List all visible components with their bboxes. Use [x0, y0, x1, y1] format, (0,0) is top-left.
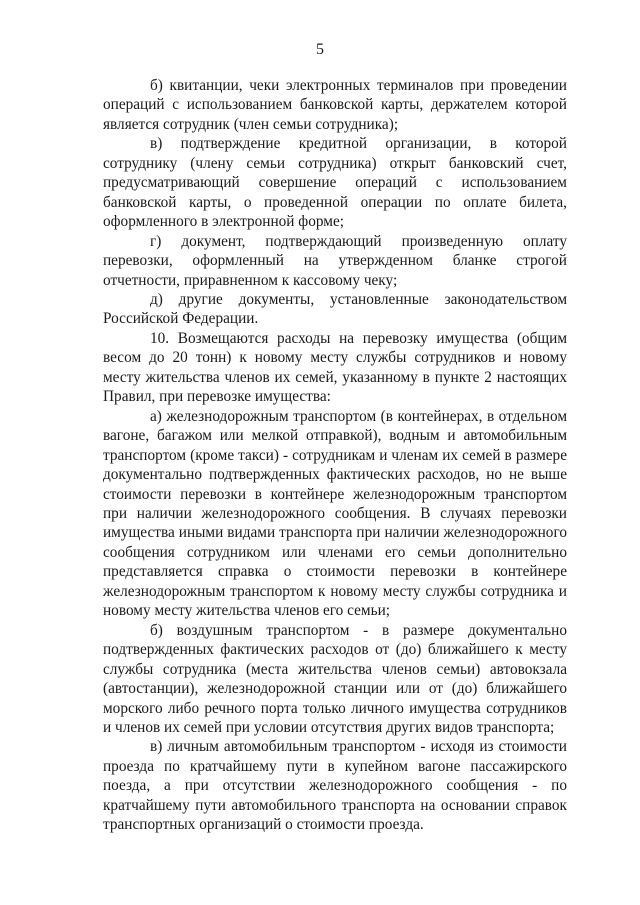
paragraph-v-bank-confirmation: в) подтверждение кредитной организации, в которой сотруднику (члену семьи сотрудника) открыт банковский счет, предусматривающий совершение операций с использованием банковской карты, о проведенной операции по оплате билета, оформленного в электронной форме;: [103, 135, 567, 231]
paragraph-d-other-documents: д) другие документы, установленные законодательством Российской Федерации.: [103, 290, 567, 328]
paragraph-v-personal-car: в) личным автомобильным транспортом - исходя из стоимости проезда по кратчайшему пути в купейном вагоне пассажирского поезда, а при отсутствии железнодорожного сообщения - по кратчайшему пути автомобильного транспорта на основании справок транспортных организаций о стоимости проезда.: [103, 738, 567, 834]
paragraph-g-payment-document: г) документ, подтверждающий произведенную оплату перевозки, оформленный на утвержденном бланке строгой отчетности, приравненном к кассовому чеку;: [103, 232, 567, 289]
paragraph-b-receipts: б) квитанции, чеки электронных терминалов при проведении операций с использованием банковской карты, держателем которой является сотрудник (член семьи сотрудника);: [103, 77, 567, 133]
page-number: 5: [316, 41, 324, 58]
paragraph-10-property-transport: 10. Возмещаются расходы на перевозку имущества (общим весом до 20 тонн) к новому месту службы сотрудников и новому месту жительства членов их семей, указанному в пункте 2 настоящих Правил, при перевозке имущества:: [103, 329, 567, 406]
paragraph-b-air-transport: б) воздушным транспортом - в размере документально подтвержденных фактических расходов от (до) ближайшего к месту службы сотрудника (места жительства членов семьи) автовокзала (автостанции), железнодорожной станции или от (до) ближайшего морского либо речного порта только личного имущества сотрудников и членов их семей при условии отсутствия других видов транспорта;: [103, 621, 567, 736]
document-body: [103, 76, 567, 835]
paragraph-a-railway-transport: а) железнодорожным транспортом (в контейнерах, в отдельном вагоне, багажом или мелкой отправкой), водным и автомобильным транспортом (кроме такси) - сотрудникам и членам их семей в размере документально подтвержденных фактических расходов, но не выше стоимости перевозки в контейнере железнодорожным транспортом при наличии железнодорожного сообщения. В случаях перевозки имущества иными видами транспорта при наличии железнодорожного сообщения сотрудником или членами его семьи дополнительно представляется справка о стоимости перевозки в контейнере железнодорожным транспортом к новому месту службы сотрудника и новому месту жительства членов его семьи;: [103, 407, 567, 620]
